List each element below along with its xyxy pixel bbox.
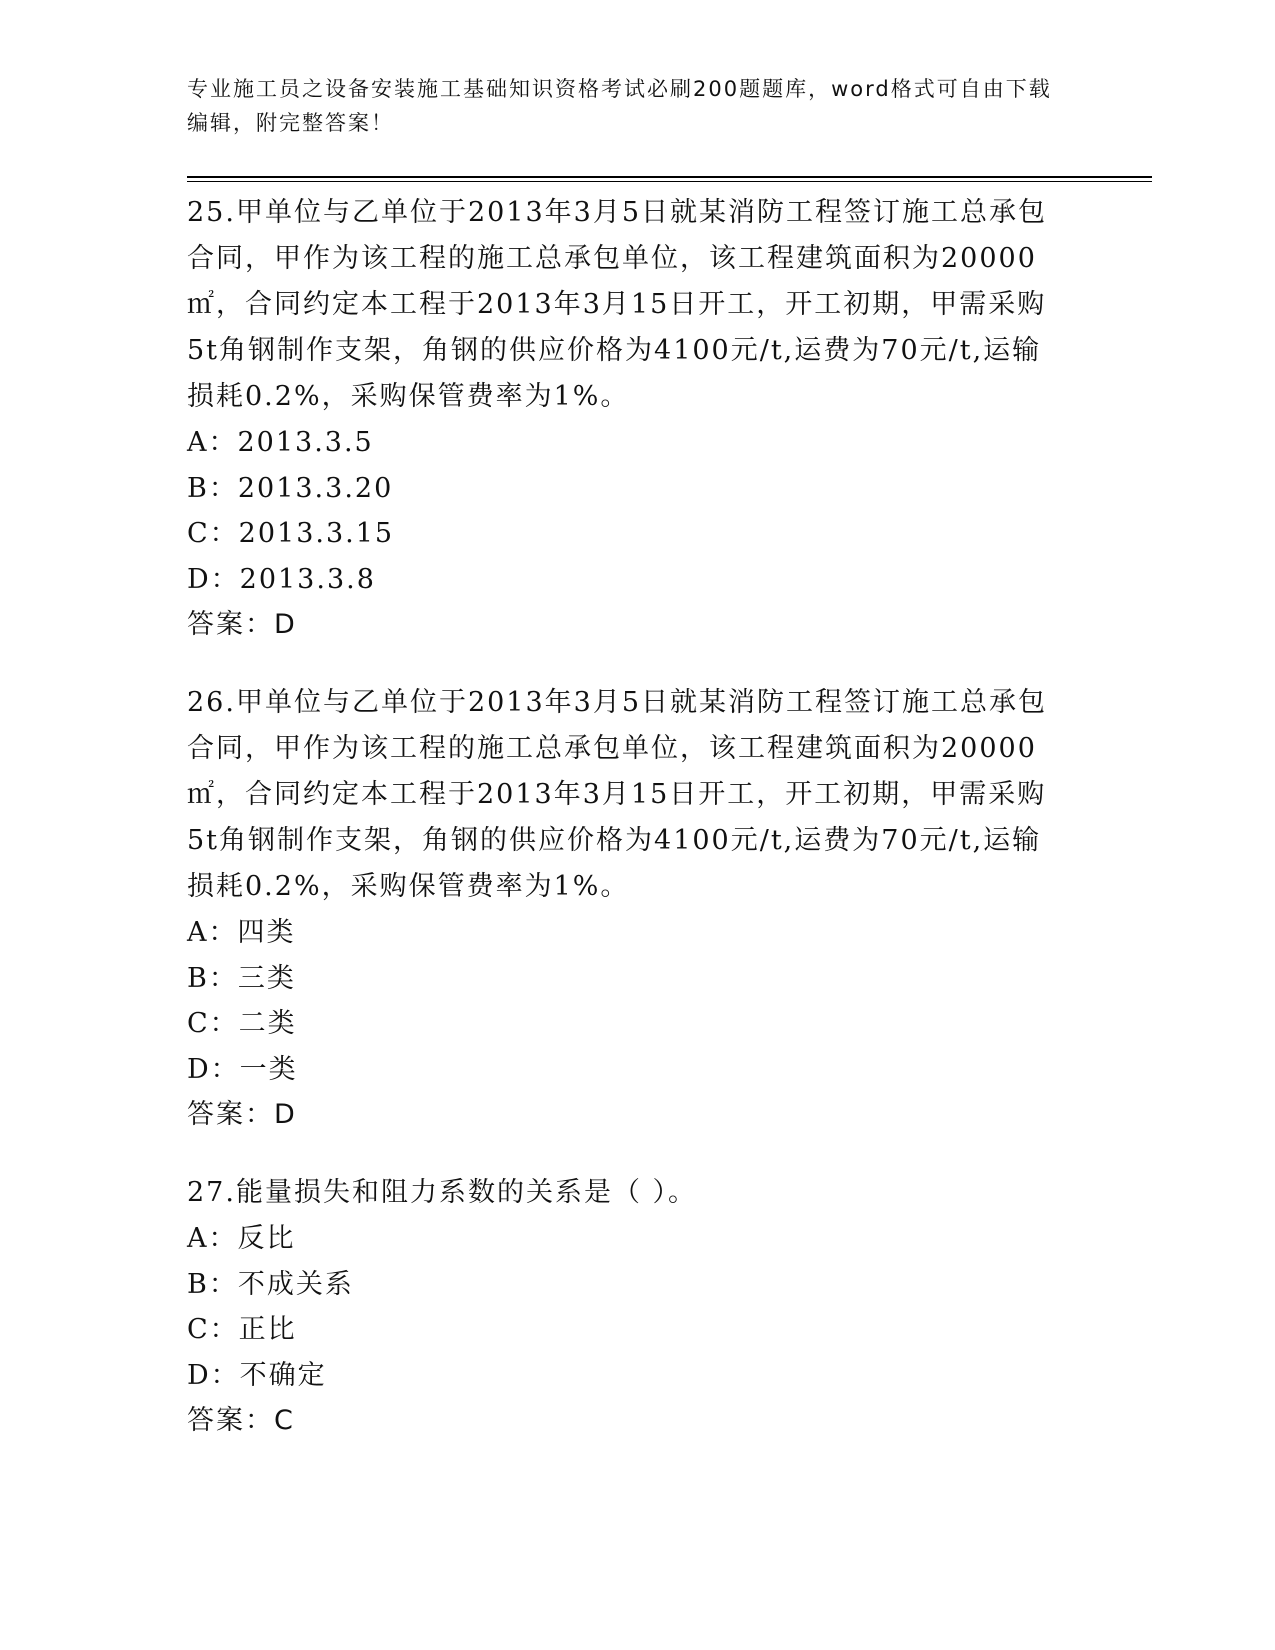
option-a: A：反比 (187, 1223, 296, 1254)
option-b: B：2013.3.20 (187, 472, 394, 504)
option-a: A：四类 (187, 917, 296, 948)
answer: 答案：C (187, 1405, 295, 1436)
question-27 (187, 1170, 1067, 1444)
question-text: 26.甲单位与乙单位于2013年3月5日就某消防工程签订施工总承包合同，甲作为该工程的施工总承包单位，该工程建筑面积为20000㎡，合同约定本工程于2013年3月15日开工，开工初期，甲需采购5t角钢制作支架，角钢的供应价格为4100元/t,运费为70元/t,运输损耗0.2%，采购保管费率为1%。 (187, 687, 1048, 902)
question-25 (187, 190, 1067, 648)
option-c: C：正比 (187, 1314, 297, 1345)
answer: 答案：D (187, 1099, 297, 1130)
option-c: C：2013.3.15 (187, 518, 395, 549)
option-b: B：不成关系 (187, 1268, 354, 1300)
option-d: D：2013.3.8 (187, 563, 376, 595)
option-b: B：三类 (187, 962, 296, 994)
header-rule-thin (187, 181, 1152, 182)
option-a: A：2013.3.5 (187, 427, 374, 458)
question-text: 27.能量损失和阻力系数的关系是（ ）。 (187, 1177, 698, 1208)
question-list (187, 190, 1067, 1476)
option-d: D：一类 (187, 1053, 298, 1085)
option-c: C：二类 (187, 1008, 297, 1039)
answer: 答案：D (187, 609, 297, 640)
question-26 (187, 680, 1067, 1138)
header-rule-thick (187, 176, 1152, 178)
document-header: 专业施工员之设备安装施工基础知识资格考试必刷200题题库，word格式可自由下载编辑，附完整答案！ (187, 77, 1052, 135)
question-text: 25.甲单位与乙单位于2013年3月5日就某消防工程签订施工总承包合同，甲作为该工程的施工总承包单位，该工程建筑面积为20000㎡，合同约定本工程于2013年3月15日开工，开工初期，甲需采购5t角钢制作支架，角钢的供应价格为4100元/t,运费为70元/t,运输损耗0.2%，采购保管费率为1%。 (187, 197, 1048, 412)
option-d: D：不确定 (187, 1359, 327, 1391)
